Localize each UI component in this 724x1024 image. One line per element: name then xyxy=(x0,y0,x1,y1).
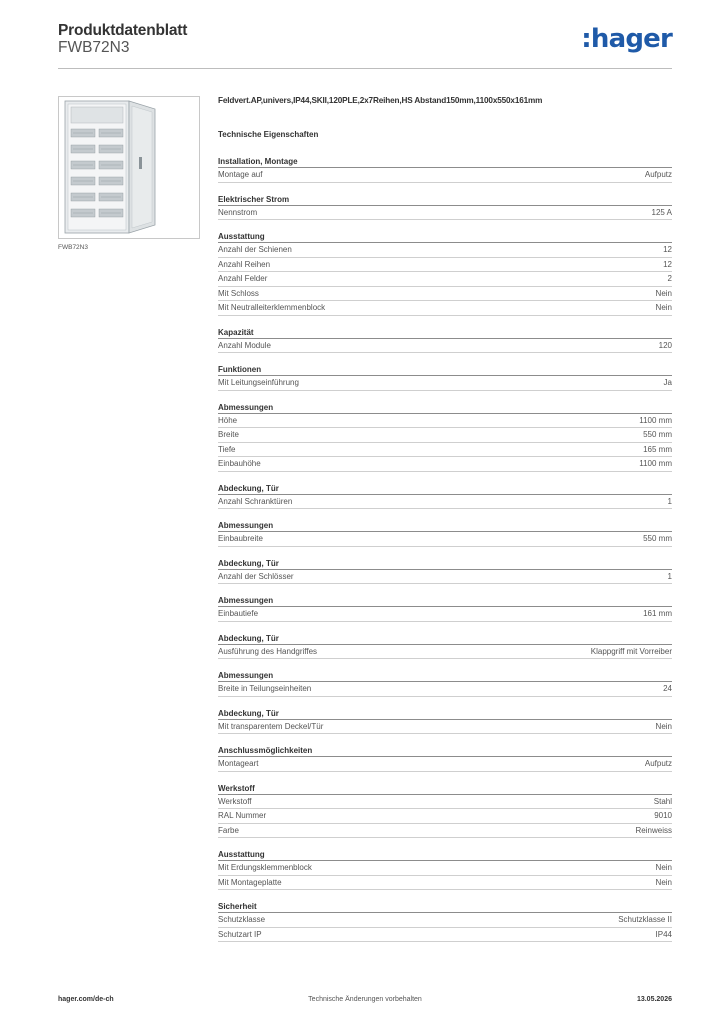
spec-section-title: Abdeckung, Tür xyxy=(218,633,672,645)
spec-value: 12 xyxy=(663,259,672,269)
spec-row xyxy=(218,414,672,429)
logo-text: hager xyxy=(590,24,672,54)
spec-label: Mit transparentem Deckel/Tür xyxy=(218,721,324,731)
spec-label: Nennstrom xyxy=(218,207,258,217)
spec-value: Klappgriff mit Vorreiber xyxy=(590,646,672,656)
product-code: FWB72N3 xyxy=(58,39,130,56)
spec-section xyxy=(218,849,672,890)
spec-label: Einbaubreite xyxy=(218,534,263,543)
spec-label: Breite in Teilungseinheiten xyxy=(218,684,312,693)
spec-row xyxy=(218,457,672,472)
spec-label: Mit Leitungseinführung xyxy=(218,378,299,387)
spec-value: Nein xyxy=(655,863,672,872)
spec-row xyxy=(218,339,672,354)
spec-section xyxy=(218,364,672,391)
spec-section-title: Funktionen xyxy=(218,364,672,376)
spec-value: Ja xyxy=(663,378,672,387)
spec-label: Mit Montageplatte xyxy=(218,877,282,887)
spec-section xyxy=(218,483,672,510)
spec-label: Anzahl Reihen xyxy=(218,259,271,269)
spec-value: 120 xyxy=(658,340,672,350)
spec-row xyxy=(218,376,672,391)
logo-prefix: : xyxy=(581,24,591,54)
spec-section xyxy=(218,633,672,660)
spec-label: Schutzart IP xyxy=(218,929,262,939)
spec-section-title: Installation, Montage xyxy=(218,156,672,168)
spec-label: Anzahl der Schlösser xyxy=(218,571,294,581)
footer-website: hager.com/de-ch xyxy=(58,996,114,1003)
spec-value: Aufputz xyxy=(644,170,672,179)
spec-section-title: Sicherheit xyxy=(218,901,672,913)
spec-label: Mit Erdungsklemmenblock xyxy=(218,863,312,872)
footer-date: 13.05.2026 xyxy=(636,996,672,1003)
spec-section xyxy=(218,231,672,316)
spec-section-title: Ausstattung xyxy=(218,231,672,243)
spec-value: 550 mm xyxy=(643,534,672,543)
spec-value: 2 xyxy=(667,274,672,283)
spec-value: IP44 xyxy=(655,929,672,939)
spec-row xyxy=(218,287,672,302)
spec-label: Anzahl Schranktüren xyxy=(218,496,293,506)
spec-label: Höhe xyxy=(218,415,238,425)
spec-label: Anzahl der Schienen xyxy=(218,245,292,254)
spec-section-title: Abmessungen xyxy=(218,402,672,414)
spec-section xyxy=(218,520,672,547)
spec-section xyxy=(218,558,672,585)
spec-label: Einbauhöhe xyxy=(218,459,261,468)
spec-row xyxy=(218,243,672,258)
page-footer xyxy=(58,996,672,1010)
spec-row xyxy=(218,258,672,273)
spec-value: Stahl xyxy=(653,796,672,806)
spec-label: RAL Nummer xyxy=(218,811,267,820)
spec-row xyxy=(218,720,672,735)
spec-row xyxy=(218,570,672,585)
spec-row xyxy=(218,861,672,876)
product-description: Feldvert.AP,univers,IP44,SKII,120PLE,2x7Reihen,HS Abstand150mm,1100x550x161mm xyxy=(218,96,543,105)
spec-value: 161 mm xyxy=(643,609,672,618)
spec-row xyxy=(218,428,672,443)
spec-row xyxy=(218,913,672,928)
product-image xyxy=(58,96,200,239)
spec-row xyxy=(218,443,672,458)
header-divider xyxy=(58,68,672,69)
spec-value: 1100 mm xyxy=(639,415,672,425)
spec-row xyxy=(218,495,672,510)
spec-value: 1 xyxy=(667,571,672,581)
spec-row xyxy=(218,824,672,839)
spec-section xyxy=(218,708,672,735)
distribution-cabinet-illustration xyxy=(59,97,199,238)
spec-section xyxy=(218,745,672,772)
spec-row xyxy=(218,607,672,622)
spec-label: Anzahl Felder xyxy=(218,274,268,283)
spec-section xyxy=(218,156,672,183)
spec-row xyxy=(218,757,672,772)
spec-label: Montageart xyxy=(218,759,259,768)
spec-value: Aufputz xyxy=(644,759,672,768)
spec-row xyxy=(218,795,672,810)
spec-label: Mit Neutralleiterklemmenblock xyxy=(218,303,326,312)
spec-section-title: Anschlussmöglichkeiten xyxy=(218,745,672,757)
spec-section-title: Ausstattung xyxy=(218,849,672,861)
spec-section xyxy=(218,670,672,697)
spec-value: Nein xyxy=(655,721,672,731)
spec-label: Mit Schloss xyxy=(218,288,259,298)
spec-section-title: Werkstoff xyxy=(218,783,672,795)
spec-row xyxy=(218,168,672,183)
spec-section-title: Abmessungen xyxy=(218,520,672,532)
spec-row xyxy=(218,532,672,547)
spec-row xyxy=(218,206,672,221)
spec-value: Nein xyxy=(655,288,672,298)
spec-section-title: Abmessungen xyxy=(218,595,672,607)
footer-notice: Technische Änderungen vorbehalten xyxy=(308,996,422,1003)
spec-label: Breite xyxy=(218,430,239,439)
spec-section-title: Abdeckung, Tür xyxy=(218,708,672,720)
spec-label: Farbe xyxy=(218,825,239,835)
specs-heading: Technische Eigenschaften xyxy=(218,130,319,139)
spec-value: Schutzklasse II xyxy=(618,915,672,924)
hager-logo xyxy=(581,24,672,54)
spec-value: 1100 mm xyxy=(639,459,672,468)
spec-label: Werkstoff xyxy=(218,796,252,806)
spec-section xyxy=(218,402,672,472)
spec-row xyxy=(218,876,672,891)
spec-label: Einbautiefe xyxy=(218,609,259,618)
spec-value: 1 xyxy=(667,496,672,506)
spec-value: Nein xyxy=(655,303,672,312)
spec-row xyxy=(218,272,672,287)
page-title: Produktdatenblatt xyxy=(58,22,188,39)
spec-row xyxy=(218,682,672,697)
spec-value: 9010 xyxy=(654,811,672,820)
spec-section xyxy=(218,783,672,839)
spec-section-title: Abmessungen xyxy=(218,670,672,682)
spec-value: 24 xyxy=(663,684,672,693)
spec-section xyxy=(218,595,672,622)
spec-value: Nein xyxy=(655,877,672,887)
spec-label: Anzahl Module xyxy=(218,340,271,350)
spec-value: 165 mm xyxy=(643,444,672,454)
spec-row xyxy=(218,301,672,316)
spec-value: 550 mm xyxy=(643,430,672,439)
spec-label: Ausführung des Handgriffes xyxy=(218,646,318,656)
spec-value: 12 xyxy=(663,245,672,254)
product-image-caption: FWB72N3 xyxy=(58,244,88,251)
spec-section-title: Kapazität xyxy=(218,327,672,339)
spec-sections xyxy=(218,156,672,953)
spec-section-title: Abdeckung, Tür xyxy=(218,558,672,570)
spec-label: Schutzklasse xyxy=(218,915,266,924)
spec-row xyxy=(218,928,672,943)
spec-section xyxy=(218,327,672,354)
page-header xyxy=(58,20,672,70)
spec-section-title: Elektrischer Strom xyxy=(218,194,672,206)
spec-row xyxy=(218,645,672,660)
spec-section xyxy=(218,901,672,942)
spec-label: Montage auf xyxy=(218,170,263,179)
spec-section xyxy=(218,194,672,221)
spec-row xyxy=(218,809,672,824)
spec-label: Tiefe xyxy=(218,444,236,454)
spec-section-title: Abdeckung, Tür xyxy=(218,483,672,495)
spec-value: Reinweiss xyxy=(635,825,672,835)
spec-value: 125 A xyxy=(651,207,672,217)
